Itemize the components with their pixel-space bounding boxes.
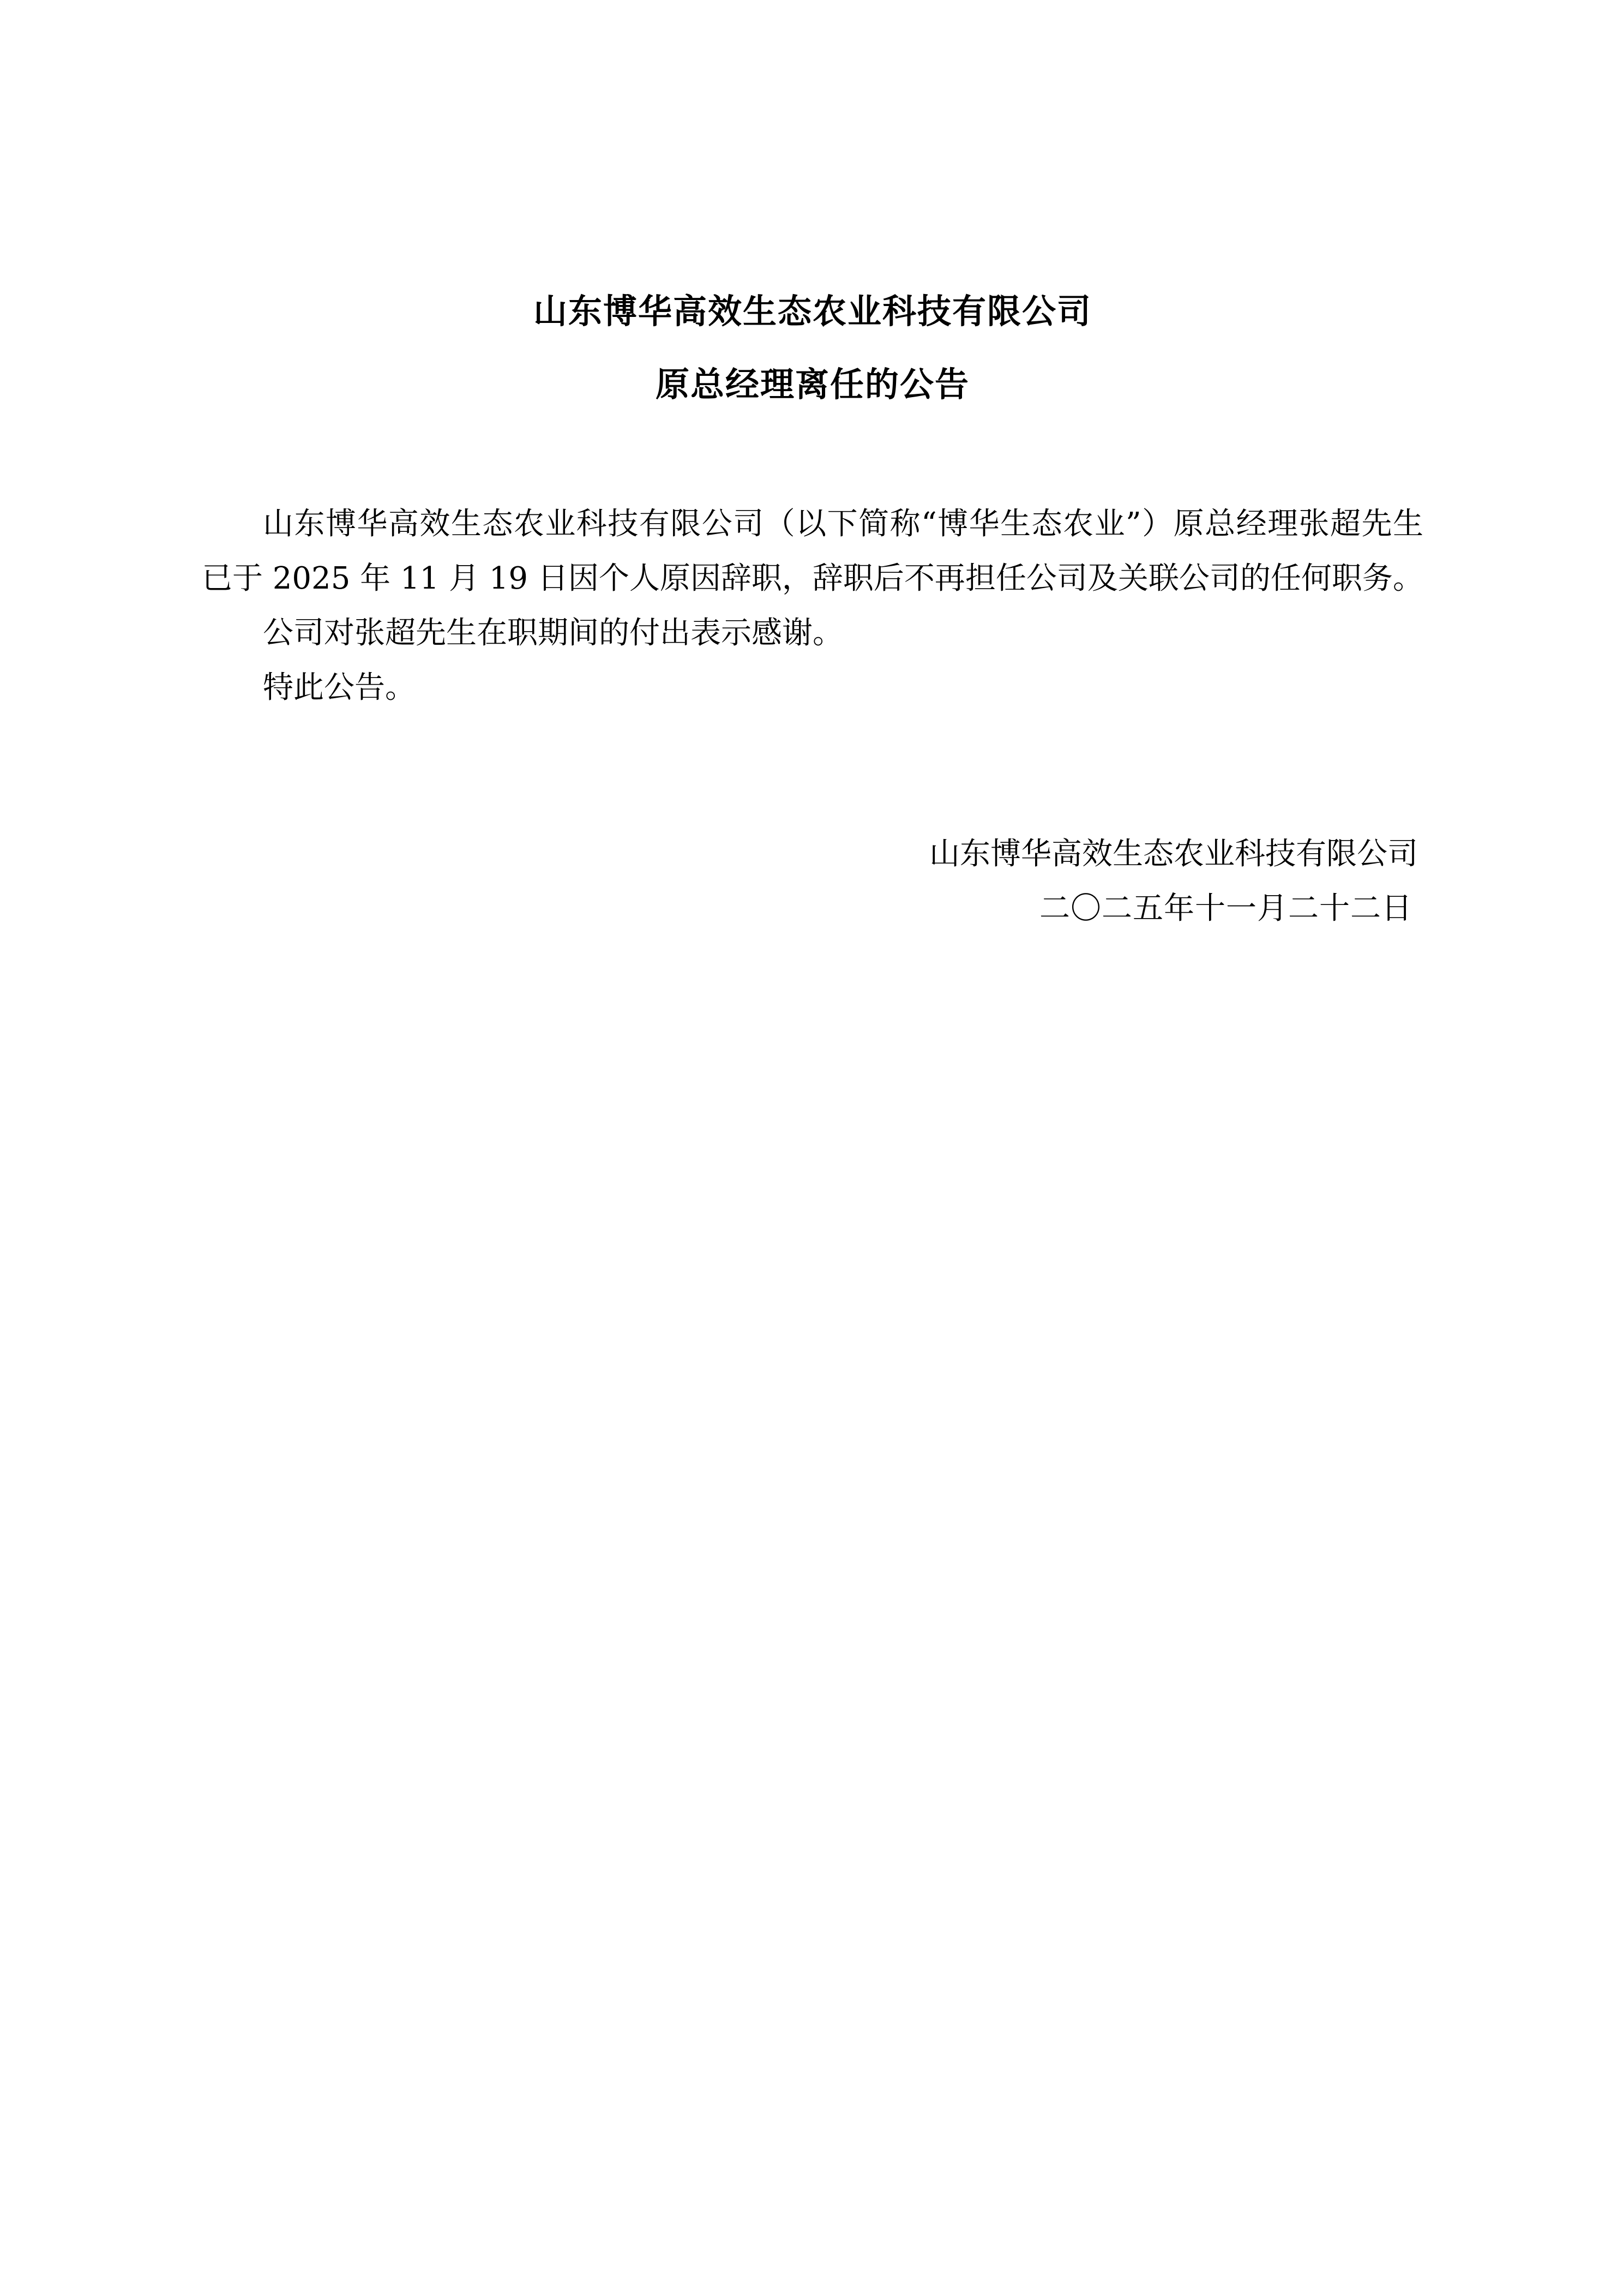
body-paragraph-3: 特此公告。 [263,670,416,705]
document-title [202,273,1423,404]
document-signature [202,827,1423,936]
title-line-company: 山东博华高效生态农业科技有限公司 [533,291,1092,331]
signature-company: 山东博华高效生态农业科技有限公司 [929,836,1418,872]
document-body [202,497,1423,715]
body-paragraph-2: 公司对张超先生在职期间的付出表示感谢。 [263,615,843,651]
body-paragraph-1: 山东博华高效生态农业科技有限公司（以下简称“博华生态农业”）原总经理张超先生已于 2025 年 11 月 19 日因个人原因辞职，辞职后不再担任公司及关联公司的任何职务。 [202,506,1423,596]
title-line-subject: 原总经理离任的公告 [655,364,970,404]
signature-date: 二〇二五年十一月二十二日 [1039,891,1412,926]
document-content [202,273,1423,936]
